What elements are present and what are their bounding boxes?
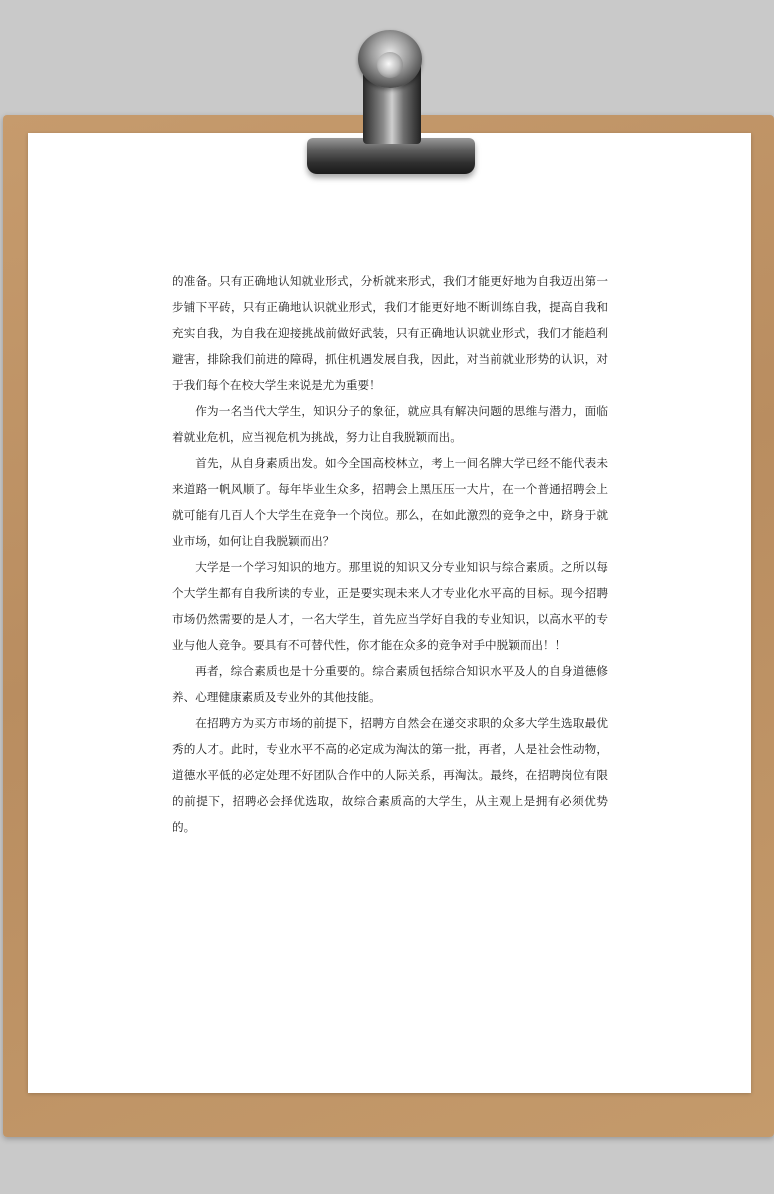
paragraph-2: 作为一名当代大学生，知识分子的象征，就应具有解决问题的思维与潜力，面临着就业危机，应当视危机为挑战，努力让自我脱颖而出。: [172, 404, 608, 444]
paragraph-4: 大学是一个学习知识的地方。那里说的知识又分专业知识与综合素质。之所以每个大学生都有自我所读的专业，正是要实现未来人才专业化水平高的目标。现今招聘市场仍然需要的是人才，一名大学生，首先应当学好自我的专业知识，以高水平的专业与他人竞争。要具有不可替代性，你才能在众多的竞争对手中脱颖而出！！: [172, 560, 608, 652]
document-body: [172, 268, 608, 840]
paragraph-1: 的准备。只有正确地认知就业形式，分析就来形式，我们才能更好地为自我迈出第一步铺下平砖，只有正确地认识就业形式，我们才能更好地不断训练自我，提高自我和充实自我，为自我在迎接挑战前做好武装，只有正确地认识就业形式，我们才能趋利避害，排除我们前进的障碍，抓住机遇发展自我，因此，对当前就业形势的认识，对于我们每个在校大学生来说是尤为重要！: [172, 274, 608, 392]
paragraph-3: 首先，从自身素质出发。如今全国高校林立，考上一间名牌大学已经不能代表未来道路一帆风顺了。每年毕业生众多，招聘会上黑压压一大片，在一个普通招聘会上就可能有几百人个大学生在竞争一个岗位。那么，在如此激烈的竞争之中，跻身于就业市场，如何让自我脱颖而出？: [172, 456, 608, 548]
paragraph-6: 在招聘方为买方市场的前提下，招聘方自然会在递交求职的众多大学生选取最优秀的人才。此时，专业水平不高的必定成为淘汰的第一批，再者，人是社会性动物，道德水平低的必定处理不好团队合作中的人际关系，再淘汰。最终，在招聘岗位有限的前提下，招聘必会择优选取，故综合素质高的大学生，从主观上是拥有必须优势的。: [172, 716, 608, 834]
paragraph-5: 再者，综合素质也是十分重要的。综合素质包括综合知识水平及人的自身道德修养、心理健康素质及专业外的其他技能。: [172, 664, 608, 704]
binder-clip-hole: [377, 52, 403, 78]
